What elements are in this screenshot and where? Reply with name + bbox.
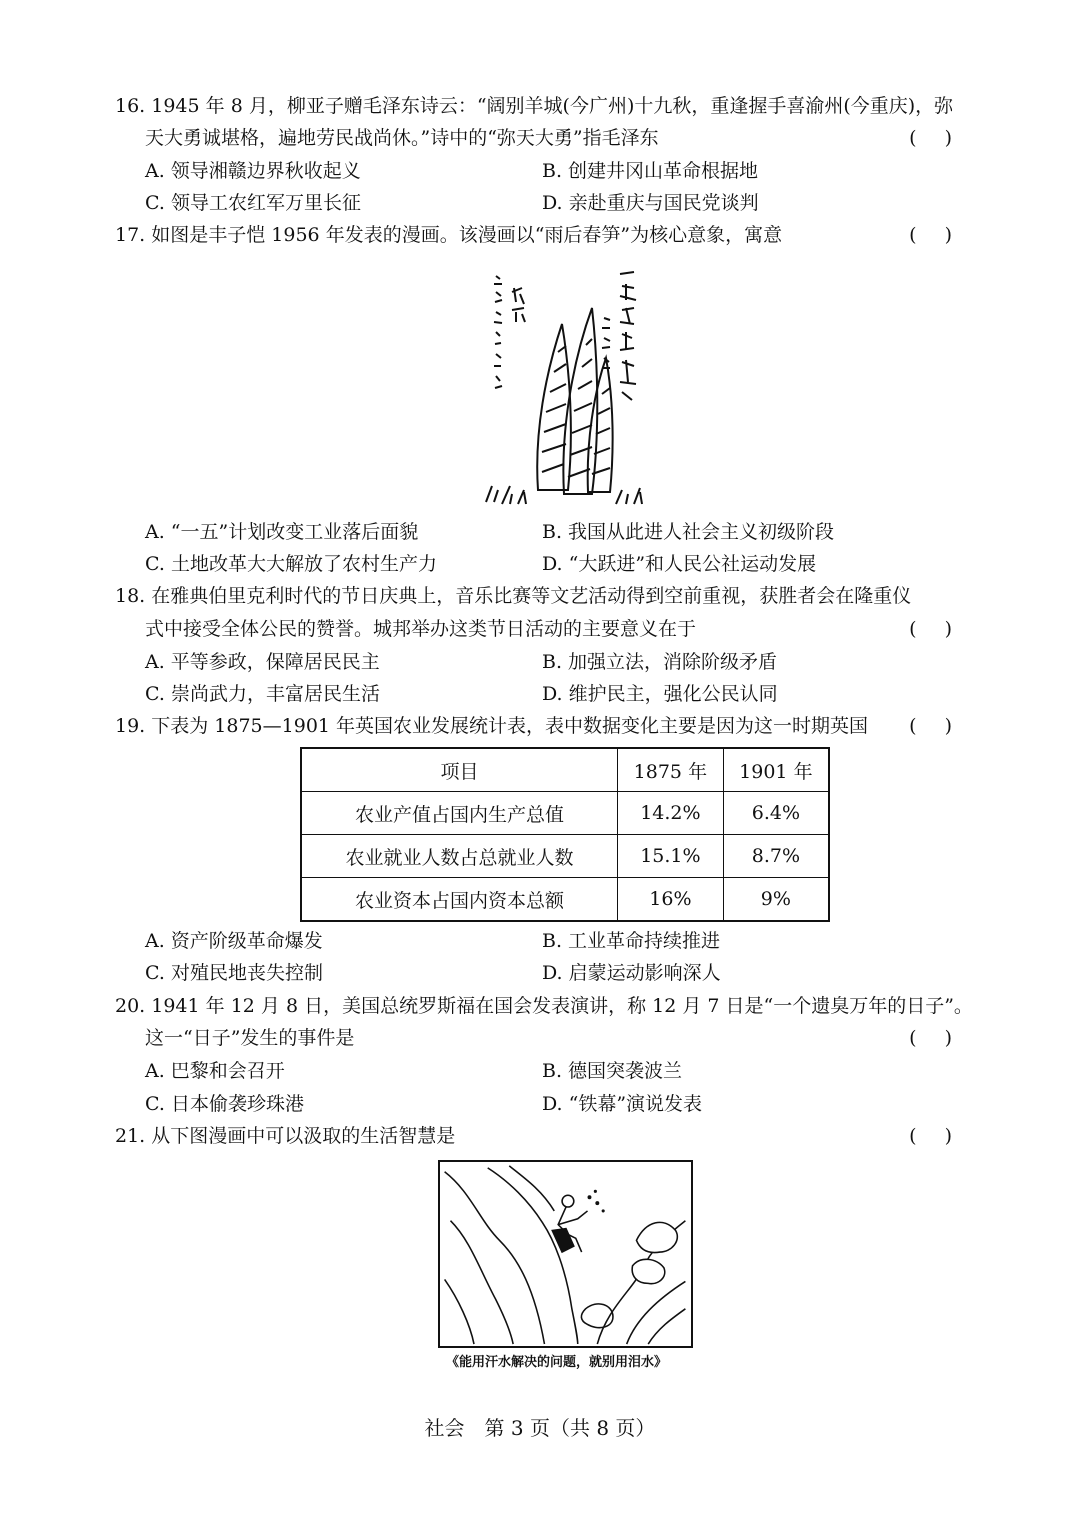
q18-stem-line2: 式中接受全体公民的赞誉。城邦举办这类节日活动的主要意义在于 bbox=[145, 618, 697, 640]
table-header-cell: 项目 bbox=[301, 748, 618, 792]
cliff-icon bbox=[445, 1166, 686, 1344]
climbing-cartoon bbox=[438, 1160, 693, 1348]
cartoon-caption: 《能用汗水解决的问题，就别用泪水》 bbox=[446, 1355, 668, 1370]
bamboo-shoots-cartoon bbox=[476, 262, 656, 512]
table-cell: 6.4% bbox=[723, 792, 829, 835]
table-row bbox=[301, 792, 829, 835]
q20-stem-line1: 20. 1941 年 12 月 8 日，美国总统罗斯福在国会发表演讲，称 12 月 7 日是“一个遗臭万年的日子”。 bbox=[115, 995, 973, 1017]
q16-option-b: B. 创建井冈山革命根据地 bbox=[542, 160, 759, 182]
q16-option-c: C. 领导工农红军万里长征 bbox=[145, 192, 361, 214]
table-cell: 14.2% bbox=[618, 792, 724, 835]
q21-stem-line1: 21. 从下图漫画中可以汲取的生活智慧是 bbox=[115, 1125, 456, 1147]
q21-answer-paren: () bbox=[909, 1125, 980, 1147]
q19-option-c: C. 对殖民地丧失控制 bbox=[145, 962, 323, 984]
table-cell: 农业资本占国内资本总额 bbox=[301, 878, 618, 922]
q20-option-a: A. 巴黎和会召开 bbox=[145, 1060, 285, 1082]
q20-option-b: B. 德国突袭波兰 bbox=[542, 1060, 683, 1082]
q18-stem-line1: 18. 在雅典伯里克利时代的节日庆典上，音乐比赛等文艺活动得到空前重视，获胜者会在隆重仪 bbox=[115, 585, 912, 607]
table-cell: 15.1% bbox=[618, 835, 724, 878]
table-cell: 9% bbox=[723, 878, 829, 922]
q18-option-b: B. 加强立法，消除阶级矛盾 bbox=[542, 651, 778, 673]
q16-answer-paren: () bbox=[909, 127, 980, 149]
q19-stem-line1: 19. 下表为 1875—1901 年英国农业发展统计表，表中数据变化主要是因为这一时期英国 bbox=[115, 715, 869, 737]
q17-option-b: B. 我国从此进人社会主义初级阶段 bbox=[542, 521, 835, 543]
table-row bbox=[301, 835, 829, 878]
q16-stem-line1: 16. 1945 年 8 月，柳亚子赠毛泽东诗云：“阔别羊城(今广州)十九秋，重逢握手喜渝州(今重庆)，弥 bbox=[115, 95, 954, 117]
q19-answer-paren: () bbox=[909, 715, 980, 737]
q20-option-d: D. “铁幕”演说发表 bbox=[542, 1093, 703, 1115]
calligraphy-left-icon bbox=[494, 276, 525, 388]
table-cell: 16% bbox=[618, 878, 724, 922]
table-row bbox=[301, 878, 829, 922]
q18-option-d: D. 维护民主，强化公民认同 bbox=[542, 683, 778, 705]
q18-answer-paren: () bbox=[909, 618, 980, 640]
table-header-cell: 1901 年 bbox=[723, 748, 829, 792]
q16-stem-line2: 天大勇诚堪格，遍地劳民战尚休。”诗中的“弥天大勇”指毛泽东 bbox=[145, 127, 659, 149]
q18-option-a: A. 平等参政，保障居民民主 bbox=[145, 651, 380, 673]
q17-stem-line1: 17. 如图是丰子恺 1956 年发表的漫画。该漫画以“雨后春笋”为核心意象，寓意 bbox=[115, 224, 783, 246]
table-cell: 农业产值占国内生产总值 bbox=[301, 792, 618, 835]
q20-stem-line2: 这一“日子”发生的事件是 bbox=[145, 1027, 355, 1049]
page-footer: 社会 第 3 页（共 8 页） bbox=[424, 1416, 656, 1440]
q18-option-c: C. 崇尚武力，丰富居民生活 bbox=[145, 683, 380, 705]
q16-option-d: D. 亲赴重庆与国民党谈判 bbox=[542, 192, 759, 214]
calligraphy-right-icon bbox=[602, 272, 636, 400]
q19-option-d: D. 启蒙运动影响深人 bbox=[542, 962, 721, 984]
q17-option-c: C. 土地改革大大解放了农村生产力 bbox=[145, 553, 437, 575]
q20-option-c: C. 日本偷袭珍珠港 bbox=[145, 1093, 304, 1115]
q17-answer-paren: () bbox=[909, 224, 980, 246]
sweat-drops-icon bbox=[588, 1190, 605, 1213]
table-header-row bbox=[301, 748, 829, 792]
climber-icon bbox=[552, 1195, 587, 1252]
q19-option-a: A. 资产阶级革命爆发 bbox=[145, 930, 323, 952]
q16-option-a: A. 领导湘赣边界秋收起义 bbox=[145, 160, 361, 182]
table-cell: 农业就业人数占总就业人数 bbox=[301, 835, 618, 878]
agriculture-stats-table bbox=[300, 747, 830, 922]
table-header-cell: 1875 年 bbox=[618, 748, 724, 792]
table-cell: 8.7% bbox=[723, 835, 829, 878]
q20-answer-paren: () bbox=[909, 1027, 980, 1049]
q17-option-d: D. “大跃进”和人民公社运动发展 bbox=[542, 553, 817, 575]
q19-option-b: B. 工业革命持续推进 bbox=[542, 930, 721, 952]
q17-option-a: A. “一五”计划改变工业落后面貌 bbox=[145, 521, 419, 543]
bamboo-shoot-icon bbox=[537, 308, 612, 494]
